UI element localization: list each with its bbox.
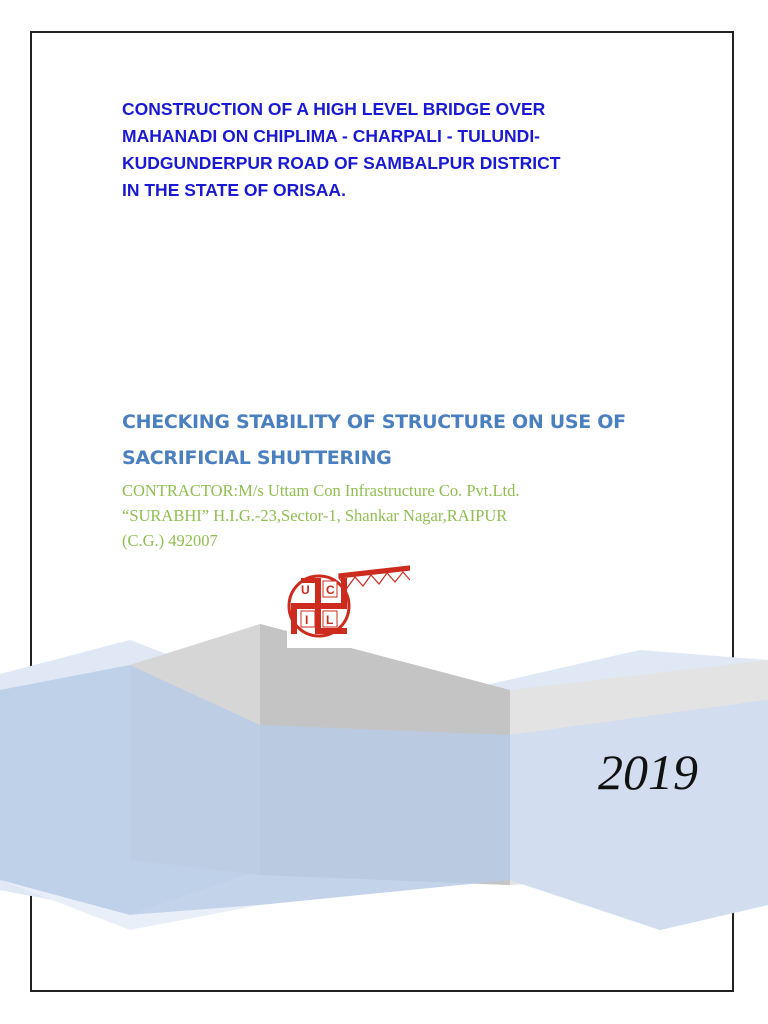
logo-letter: U — [301, 583, 310, 597]
logo-letter: I — [305, 613, 309, 627]
contractor-address: “SURABHI” H.I.G.-23,Sector-1, Shankar Nagar,RAIPUR — [122, 506, 508, 525]
project-title-line: IN THE STATE OF ORISAA. — [122, 180, 346, 200]
logo-letter: C — [326, 583, 335, 597]
project-title-line: CONSTRUCTION OF A HIGH LEVEL BRIDGE OVER — [122, 99, 546, 119]
document-year: 2019 — [598, 744, 698, 800]
contractor-address-pin: (C.G.) 492007 — [122, 531, 218, 550]
document-title-line: SACRIFICIAL SHUTTERING — [122, 447, 392, 469]
logo-letter: L — [326, 613, 334, 627]
document-title — [122, 404, 682, 476]
project-title-line: KUDGUNDERPUR ROAD OF SAMBALPUR DISTRICT — [122, 153, 561, 173]
document-title-line: CHECKING STABILITY OF STRUCTURE ON USE OF — [122, 411, 626, 433]
company-logo — [287, 548, 410, 648]
contractor-name: CONTRACTOR:M/s Uttam Con Infrastructure Co. Pvt.Ltd. — [122, 481, 520, 500]
project-title — [122, 96, 642, 204]
project-title-line: MAHANADI ON CHIPLIMA - CHARPALI - TULUNDI- — [122, 126, 541, 146]
banner-light-right-panel — [510, 700, 768, 930]
